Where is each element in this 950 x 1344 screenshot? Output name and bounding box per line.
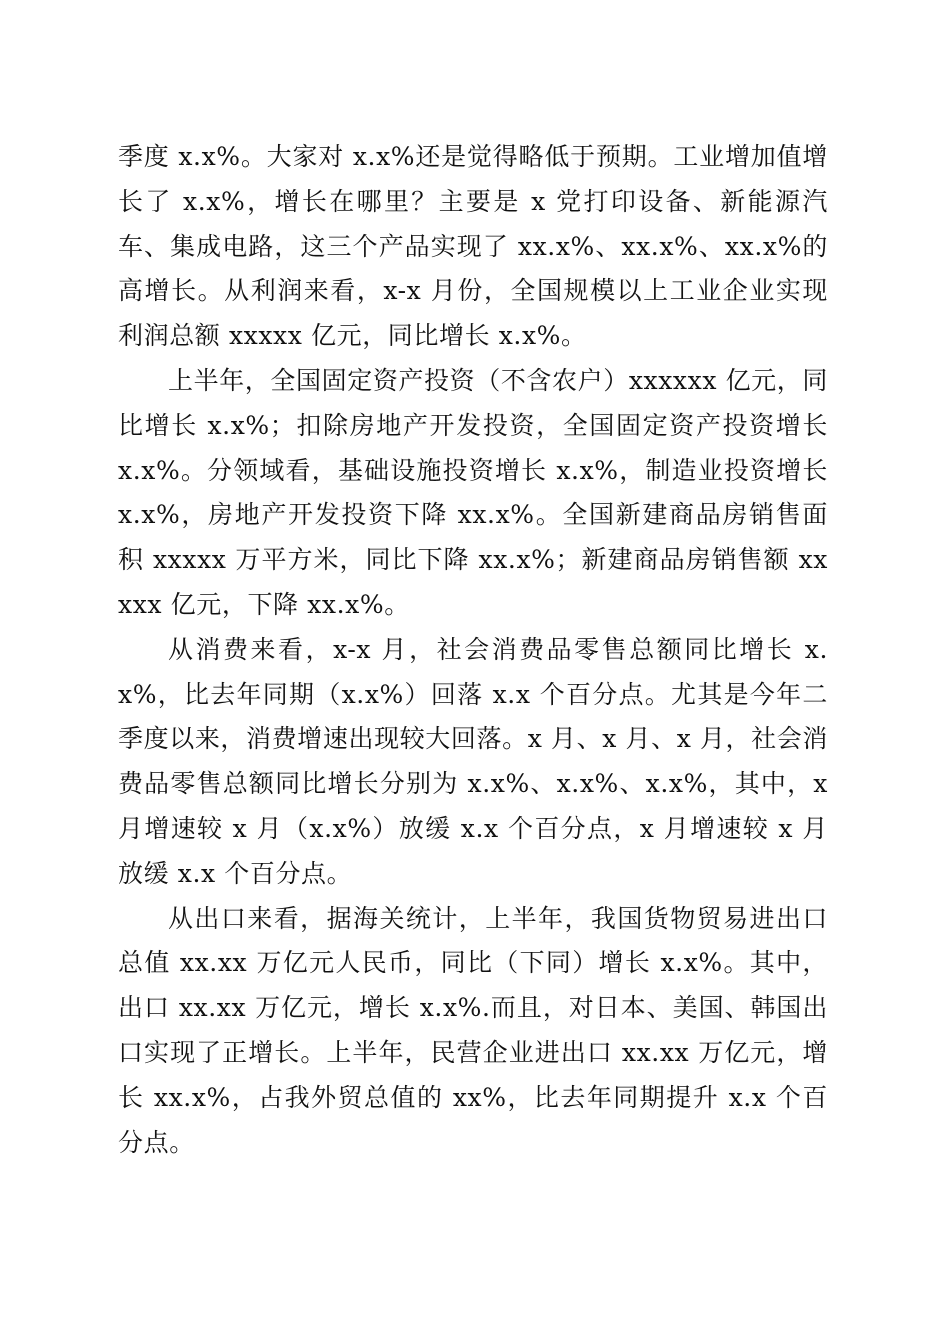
paragraph-export: 从出口来看，据海关统计，上半年，我国货物贸易进出口总值 xx.xx 万亿元人民币，同比（下同）增长 x.x%。其中，出口 xx.xx 万亿元，增长 x.x%.而且，对日本、美国、韩国出口实现了正增长。上半年，民营企业进出口 xx.xx 万亿元，增长 xx.x%，占我外贸总值的 xx%，比去年同期提升 x.x 个百分点。 <box>118 903 828 1157</box>
document-body <box>118 135 828 1165</box>
paragraph-consumption: 从消费来看，x-x 月，社会消费品零售总额同比增长 x.x%，比去年同期（x.x%）回落 x.x 个百分点。尤其是今年二季度以来，消费增速出现较大回落。x 月、x 月、x 月，社会消费品零售总额同比增长分别为 x.x%、x.x%、x.x%，其中，x 月增速较 x 月（x.x%）放缓 x.x 个百分点，x 月增速较 x 月放缓 x.x 个百分点。 <box>118 634 828 888</box>
paragraph-industry-continued: 季度 x.x%。大家对 x.x%还是觉得略低于预期。工业增加值增长了 x.x%，增长在哪里？主要是 x 党打印设备、新能源汽车、集成电路，这三个产品实现了 xx.x%、xx.x%、xx.x%的高增长。从利润来看，x-x 月份，全国规模以上工业企业实现利润总额 xxxxx 亿元，同比增长 x.x%。 <box>118 142 828 351</box>
paragraph-investment: 上半年，全国固定资产投资（不含农户）xxxxxx 亿元，同比增长 x.x%；扣除房地产开发投资，全国固定资产投资增长 x.x%。分领域看，基础设施投资增长 x.x%，制造业投资增长 x.x%，房地产开发投资下降 xx.x%。全国新建商品房销售面积 xxxxx 万平方米，同比下降 xx.x%；新建商品房销售额 xxxxx 亿元，下降 xx.x%。 <box>118 365 828 619</box>
